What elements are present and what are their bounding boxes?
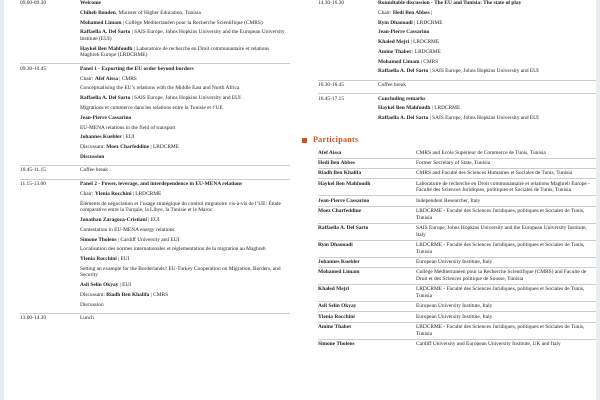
session-line <box>80 95 290 102</box>
speaker-affiliation: | SAIS Europe, Johns Hopkins University and EUI <box>130 95 241 102</box>
spacer <box>80 161 290 164</box>
participant-name: Simone Tholens <box>318 340 355 347</box>
session-line <box>80 217 290 224</box>
spacer <box>80 322 290 325</box>
participant-name: Johannes Kuebler <box>318 258 360 265</box>
session-line: Éléments de négociation et l’usage stratégique du control migratoire vis-à-vis de l’UE: Étude comparative entre la Turquie, la Libye, la Tunisie et le Maroc <box>80 200 281 214</box>
session <box>318 96 596 125</box>
session-divider <box>20 165 290 166</box>
speaker-name: Haykel Ben Mahfoudh <box>378 105 431 112</box>
speaker-affiliation: | Cardiff University and EUI <box>116 236 180 243</box>
speaker-affiliation: | CMRS <box>118 75 137 82</box>
speaker-name: Raffaella A. Del Sarto <box>378 115 429 122</box>
participant-name: Hedi Ben Abbes <box>318 159 355 166</box>
speaker-name: Raffaella A. Del Sarto <box>80 29 131 36</box>
speaker-affiliation: | Collège Méditerranéen pour la Recherche Scientifique (CMRS) <box>121 19 263 26</box>
session-line <box>378 29 596 36</box>
session-body <box>378 82 596 92</box>
participant-divider <box>318 158 596 159</box>
session-line <box>378 59 596 66</box>
session-line: Conceptualising the EU’s relations with the Middle East and North Africa <box>80 85 240 92</box>
participant-name: Raffaella A. Del Sarto <box>318 224 369 231</box>
participant-row <box>318 181 596 194</box>
session-title: Concluding remarks <box>378 95 426 102</box>
participant-row <box>318 150 596 157</box>
speaker-name: Amine Thabet <box>378 48 411 55</box>
participant-row <box>318 324 596 337</box>
participant-row <box>318 314 596 321</box>
session <box>20 181 290 312</box>
session-line: Discussion <box>80 301 104 308</box>
session-title: Panel 2 - Power, leverage, and interdependence in EU-MENA relations <box>80 181 243 188</box>
speaker-affiliation: | <box>429 9 433 16</box>
speaker-affiliation: | SAIS Europe, Johns Hopkins University and EUI <box>428 68 539 75</box>
participant-affiliation: Collège Méditerranéen pour la Recherche Scientifique (CMRS) and Faculté de Droit et des Sciences politique de Sousse, Tunisia <box>416 269 587 282</box>
participant-name: Jean-Pierre Cassarino <box>318 197 370 204</box>
speaker-affiliation: | SAIS Europe, Johns Hopkins University and the European University Institute (EUI) <box>80 29 285 42</box>
speaker-name: Hedi Ben Abbes <box>392 9 430 16</box>
session-line <box>378 115 596 122</box>
session-line <box>378 49 596 56</box>
spacer <box>378 75 596 78</box>
speaker-name: Khaled Mejri <box>378 39 410 46</box>
participant-row <box>318 208 596 221</box>
session-line <box>378 10 596 17</box>
session <box>318 82 596 92</box>
participant-affiliation: European University Institute, Italy <box>416 313 493 320</box>
speaker-affiliation: | SAIS Europe, Johns Hopkins University and EUI <box>428 115 539 122</box>
speaker-affiliation: | LRDCRME <box>411 48 441 55</box>
session-divider <box>318 80 596 81</box>
session-line <box>80 134 290 141</box>
speaker-affiliation: | EUI <box>116 256 130 263</box>
program-right-sessions <box>318 0 596 125</box>
participant-divider <box>318 168 596 169</box>
participant-name: Haykel Ben Mahfoudh <box>318 180 371 187</box>
participant-affiliation: CMRS and Ecole Supérieur de Commerce de Tunis, Tunisia <box>416 149 546 156</box>
session-time: 14.30-16.30 <box>318 0 345 6</box>
program-left-column <box>20 0 290 325</box>
session-line: Contestation in EU-MENA energy relations <box>80 226 175 233</box>
participant-name: Moez Charfeddine <box>318 208 361 214</box>
spacer <box>80 174 290 177</box>
participant-affiliation: Laboratoire de recherche en Droit communautaire et relations Maghreb Europe - Faculté des Sciences Juridiques, politiques et Sociales de Tunis, Tunisia <box>416 180 590 194</box>
session-body <box>80 0 290 62</box>
participant-divider <box>318 322 596 323</box>
session-divider <box>20 179 290 180</box>
heading-square-icon <box>302 138 307 143</box>
session-line: Migrations et commerce dans les relations entre la Tunisie et l’UE <box>80 105 223 111</box>
session-title: Welcome <box>80 0 101 6</box>
speaker-affiliation: | LRDCRME <box>409 39 440 46</box>
speaker-name: Asli Selin Okyay <box>80 282 119 289</box>
participant-affiliation: Independent Researcher, Italy <box>416 197 481 204</box>
speaker-affiliation: | Laboratoire de recherche en Droit communautaire et relations Maghreb Europe (LRDCRME) <box>80 45 270 59</box>
session-line <box>80 20 290 27</box>
speaker-name: Haykel Ben Mahfoudh <box>80 45 133 52</box>
document-page <box>4 0 596 400</box>
session-line <box>378 39 596 46</box>
session-line <box>80 46 290 59</box>
participant-name: Ylenia Rocchini <box>318 313 355 320</box>
speaker-affiliation: | LRDCRME <box>131 190 162 197</box>
speaker-name: Mohamed Limam <box>80 19 122 26</box>
session-line: Localisation des normes internationales et réglementation de la migration au Maghreb <box>80 246 266 253</box>
speaker-name: Ylenia Rocchini <box>94 190 132 197</box>
participant-affiliation: LRDCRME - Faculté des Sciences Juridiques, politiques et Sociales de Tunis, Tunisia <box>416 323 585 337</box>
session-line <box>80 144 290 151</box>
participant-row <box>318 341 596 348</box>
session-divider <box>318 93 596 94</box>
participants-heading <box>302 134 596 144</box>
participant-divider <box>318 206 596 207</box>
session-body <box>80 181 290 312</box>
session-line <box>80 154 290 161</box>
session-line <box>80 10 290 17</box>
speaker-name: Afef Aissa <box>94 75 119 82</box>
speaker-affiliation: | CMRS <box>419 58 439 65</box>
speaker-affiliation: | LRDCRME <box>149 144 180 151</box>
participant-row <box>318 225 596 238</box>
session-divider <box>20 313 290 314</box>
participant-divider <box>318 178 596 179</box>
speaker-affiliation: | EUI <box>121 134 135 141</box>
session-line: EU-MENA relations in the field of transport <box>80 124 176 131</box>
speaker-affiliation: | EUI <box>146 216 160 223</box>
spacer <box>80 308 290 311</box>
session-time: 16.45-17.15 <box>318 95 345 102</box>
speaker-name: Raffaella A. Del Sarto <box>378 68 429 75</box>
participant-row <box>318 269 596 282</box>
session-line: Coffee break <box>80 167 108 174</box>
speaker-affiliation: | LRDCRME <box>412 19 443 26</box>
session <box>20 0 290 62</box>
session-line <box>80 256 290 263</box>
session-body <box>378 0 596 78</box>
participant-row <box>318 198 596 205</box>
session-title: Roundtable discussion - The EU and Tunisia: The state of play <box>378 0 522 6</box>
session-body <box>378 96 596 125</box>
session <box>20 167 290 177</box>
session-line <box>80 115 290 122</box>
participant-row <box>318 170 596 177</box>
participant-affiliation: LRDCRME - Faculté des Sciences Juridiques, politiques et Sociales de Tunis, Tunisia <box>416 286 585 299</box>
participant-affiliation: CMRS and Faculté des Sciences Humaines et Sociales de Tunis, Tunisia <box>416 170 573 177</box>
participant-divider <box>318 195 596 196</box>
participant-row <box>318 259 596 266</box>
participant-name: Amine Thabet <box>318 323 351 330</box>
participant-divider <box>318 240 596 241</box>
session-line: Coffee break <box>378 82 406 89</box>
speaker-name: Rym Dhaouadi <box>378 19 413 26</box>
line-label: Chair: <box>80 190 95 197</box>
speaker-name: Riadh Ben Khalifa <box>106 292 150 299</box>
speaker-name: Ylenia Rocchini <box>80 256 117 263</box>
session-body <box>80 66 290 164</box>
spacer <box>80 59 290 62</box>
session <box>20 66 290 164</box>
participant-name: Mohamed Limam <box>318 269 360 276</box>
speaker-name: Simone Tholens <box>80 236 117 243</box>
participant-name: Khaled Mejri <box>318 286 350 293</box>
session-divider <box>20 63 290 64</box>
session-time: 09.00-09.30 <box>20 0 47 6</box>
participant-row <box>318 286 596 299</box>
speaker-name: Raffaella A. Del Sarto <box>80 95 131 102</box>
session-line <box>80 76 290 83</box>
participant-row <box>318 160 596 167</box>
session-line <box>80 29 290 42</box>
participants-heading-text: Participants <box>313 134 359 144</box>
session-time: 11.15-13.00 <box>20 181 46 188</box>
participant-divider <box>318 223 596 224</box>
session-line <box>378 68 596 75</box>
session <box>20 315 290 325</box>
speaker-name: Moez Charfeddine <box>106 144 150 151</box>
participant-affiliation: Former Secretary of State, Tunisia <box>416 159 491 166</box>
speaker-name: Johannes Kuebler <box>80 134 122 141</box>
speaker-name: Chiheb Bouden <box>80 9 116 16</box>
session-line: Lunch <box>80 315 94 322</box>
line-label: Discussant: <box>80 292 107 299</box>
session-time: 09.30-10.45 <box>20 65 47 72</box>
participants-list <box>318 150 596 348</box>
participant-affiliation: SAIS Europe, Johns Hopkins University and the European University Institute, Italy <box>416 224 587 238</box>
session-time: 13.00-14.30 <box>20 315 47 322</box>
participant-affiliation: LRDCRME - Faculté des Sciences Juridiques, politiques et Sociales de Tunis, Tunisia <box>416 208 585 221</box>
participant-name: Riadh Ben Khalifa <box>318 170 362 177</box>
participant-divider <box>318 267 596 268</box>
participant-affiliation: European University Institute, Italy <box>416 303 493 310</box>
line-label: Chair: <box>80 75 95 82</box>
speaker-affiliation: , Minister of Higher Education, Tunisia <box>115 9 201 16</box>
spacer <box>378 122 596 125</box>
session-body <box>80 167 290 177</box>
session-body <box>80 315 290 325</box>
session-line: Setting an example for the Borderlands? EU-Turkey Cooperation on Migration, Borders, and Security <box>80 265 281 279</box>
session-line <box>80 237 290 244</box>
speaker-affiliation: | LRDCRME <box>430 105 461 112</box>
program-right-column <box>313 0 596 348</box>
participant-affiliation: European University Institute, Italy <box>416 258 493 265</box>
session-line <box>80 191 290 198</box>
session-line <box>80 282 290 289</box>
participant-affiliation: LRDCRME - Faculté des Sciences Juridiques, politiques et Sociales de Tunis, Tunisia <box>416 241 585 255</box>
session-time: 16.30-16.45 <box>318 82 345 89</box>
speaker-name: Mohamed Limam <box>378 58 420 65</box>
participant-divider <box>318 311 596 312</box>
line-label: Chair: <box>378 9 393 16</box>
participant-divider <box>318 257 596 258</box>
participant-divider <box>318 339 596 340</box>
participant-name: Asli Selin Okyay <box>318 303 357 310</box>
session-title: Panel 1 - Exporting the EU order beyond borders <box>80 65 194 72</box>
session-line <box>378 105 596 112</box>
participant-name: Afef Aissa <box>318 149 342 156</box>
participant-name: Rym Dhaouadi <box>318 241 353 248</box>
session-line <box>80 292 290 299</box>
participant-divider <box>318 284 596 285</box>
speaker-affiliation: | EUI <box>118 282 132 289</box>
participant-row <box>318 303 596 310</box>
participant-divider <box>318 301 596 302</box>
session <box>318 0 596 78</box>
participant-affiliation: Cardiff University and European University Institute, UK and Italy <box>416 340 561 347</box>
speaker-name: Jonathan Zaragoza-Cristiani <box>80 216 147 223</box>
session-line <box>378 20 596 27</box>
speaker-name: Discussion <box>80 153 105 160</box>
participant-row <box>318 242 596 255</box>
speaker-name: Jean-Pierre Cassarino <box>378 29 430 36</box>
session-time: 10.45-11.15 <box>20 167 46 174</box>
spacer <box>378 89 596 92</box>
speaker-name: Jean-Pierre Cassarino <box>80 114 132 121</box>
speaker-affiliation: | CMRS <box>149 292 169 299</box>
line-label: Discussant: <box>80 144 107 151</box>
